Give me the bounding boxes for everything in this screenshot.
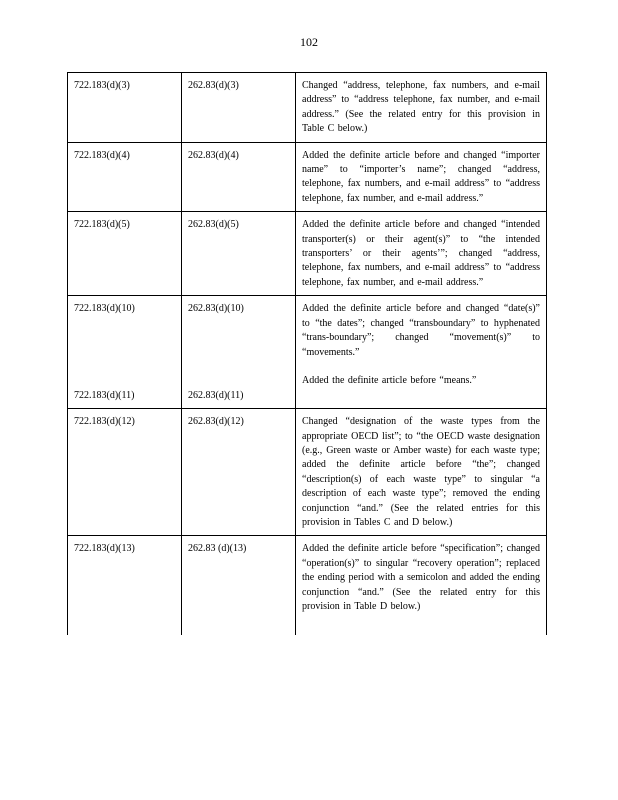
change-description: Added the definite article before and changed “date(s)” to “the dates”; changed “transboundary” to hyphenated “trans-boundary”; changed “movement(s)” to “movements.” bbox=[302, 303, 540, 358]
table-row bbox=[68, 212, 547, 296]
illinois-section: 722.183(d)(10) bbox=[74, 303, 135, 315]
change-description-cell: Added the definite article before and changed “importer name” to “importer’s name”; changed “address, telephone, fax numbers, and e-mail address” to “address telephone, fax number, and e-mail address.” bbox=[296, 142, 547, 212]
federal-section-cell: 262.83(d)(4) bbox=[182, 142, 296, 212]
federal-section-cell: 262.83 (d)(13) bbox=[182, 536, 296, 636]
change-description-cell: Changed “designation of the waste types from the appropriate OECD list”; to “the OECD waste designation (e.g., Green waste or Amber waste) for each waste type; added the definite article before “the”; changed “description(s) of each waste type” to singular “a description of each waste type”; removed the ending conjunction “and.” (See the related entries for this provision in Tables C and D below.) bbox=[296, 409, 547, 536]
federal-section-cell bbox=[182, 296, 296, 409]
change-description: Added the definite article before “means.” bbox=[302, 374, 477, 386]
federal-section: 262.83(d)(11) bbox=[188, 389, 244, 401]
change-description-cell bbox=[296, 296, 547, 409]
federal-section: 262.83(d)(10) bbox=[188, 303, 244, 315]
illinois-section-cell: 722.183(d)(13) bbox=[68, 536, 182, 636]
illinois-section-cell bbox=[68, 296, 182, 409]
table-row bbox=[68, 536, 547, 636]
change-description-cell: Added the definite article before “specification”; changed “operation(s)” to singular “recovery operation”; replaced the ending period with a semicolon and added the ending conjunction “and.” (See the related entry for this provision in Table D below.) bbox=[296, 536, 547, 636]
federal-section-cell: 262.83(d)(3) bbox=[182, 73, 296, 143]
federal-section-cell: 262.83(d)(5) bbox=[182, 212, 296, 296]
illinois-section-cell: 722.183(d)(5) bbox=[68, 212, 182, 296]
table-row bbox=[68, 296, 547, 409]
illinois-section-cell: 722.183(d)(12) bbox=[68, 409, 182, 536]
table-row bbox=[68, 142, 547, 212]
table-row bbox=[68, 73, 547, 143]
page-number: 102 bbox=[300, 35, 318, 49]
regulation-changes-table bbox=[67, 72, 547, 635]
illinois-section-cell: 722.183(d)(4) bbox=[68, 142, 182, 212]
change-description-cell: Added the definite article before and changed “intended transporter(s) or their agent(s)” to “the intended transporters’ or their agents’”; changed “address, telephone, fax numbers, and e-mail address” to “address telephone, fax number, and e-mail address.” bbox=[296, 212, 547, 296]
federal-section-cell: 262.83(d)(12) bbox=[182, 409, 296, 536]
table-row bbox=[68, 409, 547, 536]
illinois-section-cell: 722.183(d)(3) bbox=[68, 73, 182, 143]
illinois-section: 722.183(d)(11) bbox=[74, 389, 135, 401]
change-description-cell: Changed “address, telephone, fax numbers, and e-mail address” to “address telephone, fax number, and e-mail address.” (See the related entry for this provision in Table C below.) bbox=[296, 73, 547, 143]
